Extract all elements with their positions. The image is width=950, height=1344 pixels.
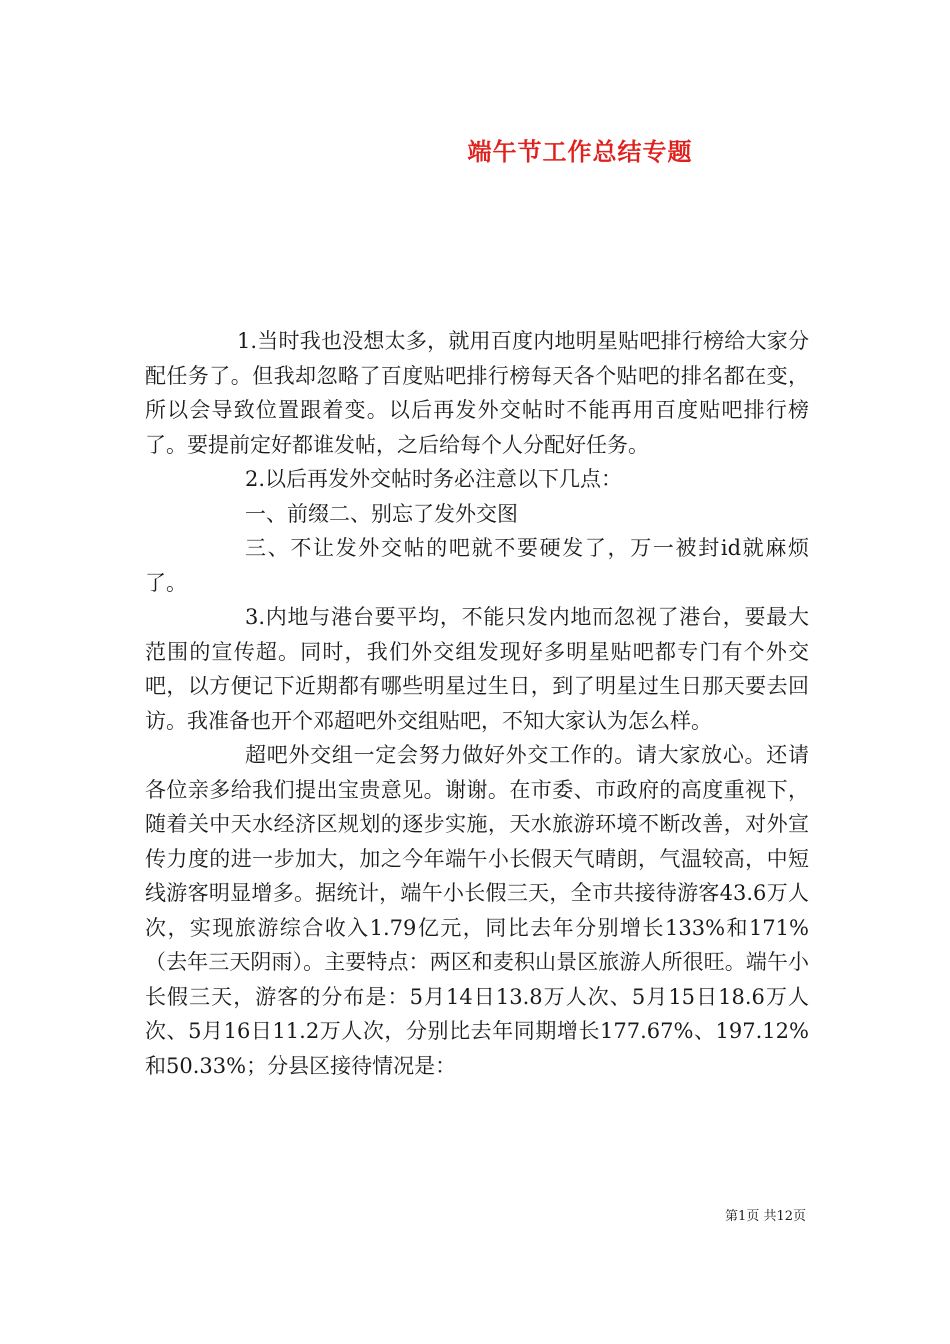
- paragraph-4: 三、不让发外交帖的吧就不要硬发了，万一被封id就麻烦了。: [145, 536, 809, 595]
- paragraph-2: 2.以后再发外交帖时务必注意以下几点：: [245, 467, 623, 491]
- page-number-footer: 第1页 共12页: [725, 1209, 806, 1224]
- paragraph-1: 1.当时我也没想太多，就用百度内地明星贴吧排行榜给大家分配任务了。但我却忽略了百度贴吧排行榜每天各个贴吧的排名都在变，所以会导致位置跟着变。以后再发外交帖时不能再用百度贴吧排行榜了。要提前定好都谁发帖，之后给每个人分配好任务。: [145, 329, 809, 457]
- document-body: [145, 324, 809, 1083]
- paragraph-5: 3.内地与港台要平均，不能只发内地而忽视了港台，要最大范围的宣传超。同时，我们外交组发现好多明星贴吧都专门有个外交吧，以方便记下近期都有哪些明星过生日，到了明星过生日那天要去回访。我准备也开个邓超吧外交组贴吧，不知大家认为怎么样。: [145, 605, 809, 733]
- paragraph-6: 超吧外交组一定会努力做好外交工作的。请大家放心。还请各位亲多给我们提出宝贵意见。谢谢。在市委、市政府的高度重视下，随着关中天水经济区规划的逐步实施，天水旅游环境不断改善，对外宣传力度的进一步加大，加之今年端午小长假天气晴朗，气温较高，中短线游客明显增多。据统计，端午小长假三天，全市共接待游客43.6万人次，实现旅游综合收入1.79亿元，同比去年分别增长133%和171%（去年三天阴雨）。主要特点：两区和麦积山景区旅游人所很旺。端午小长假三天，游客的分布是：5月14日13.8万人次、5月15日18.6万人次、5月16日11.2万人次，分别比去年同期增长177.67%、197.12%和50.33%；分县区接待情况是：: [145, 743, 809, 1078]
- document-title: 端午节工作总结专题: [467, 137, 693, 166]
- paragraph-3: 一、前缀二、别忘了发外交图: [245, 501, 518, 526]
